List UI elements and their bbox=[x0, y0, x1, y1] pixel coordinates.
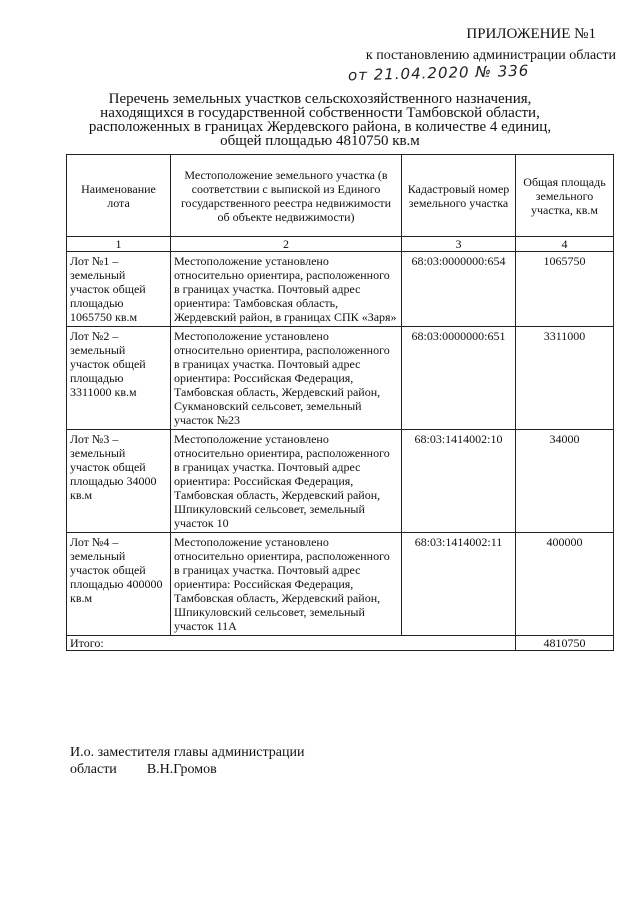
header-lot: Наименование лота bbox=[67, 155, 171, 237]
lot-area: 400000 bbox=[516, 533, 614, 636]
decree-reference: к постановлению администрации области bbox=[365, 48, 616, 63]
land-plots-table bbox=[66, 154, 614, 651]
column-number: 3 bbox=[402, 237, 516, 252]
header-location: Местоположение земельного участка (в соответствии с выпиской из Единого государственного реестра недвижимости об объекте недвижимости) bbox=[171, 155, 402, 237]
signatory-line bbox=[70, 762, 217, 778]
lot-area: 34000 bbox=[516, 430, 614, 533]
lot-name: Лот №4 – земельный участок общей площадью 400000 кв.м bbox=[67, 533, 171, 636]
table-row bbox=[67, 430, 614, 533]
lot-cadastral-number: 68:03:1414002:11 bbox=[402, 533, 516, 636]
column-numbers-row bbox=[67, 237, 614, 252]
table-row bbox=[67, 327, 614, 430]
lot-location: Местоположение установлено относительно ориентира, расположенного в границах участка. Почтовый адрес ориентира: Тамбовская область, Жердевский район, в границах СПК «Заря» bbox=[171, 252, 402, 327]
header-cadastral: Кадастровый номер земельного участка bbox=[402, 155, 516, 237]
title-line: Перечень земельных участков сельскохозяйственного назначения, bbox=[108, 91, 532, 107]
signatory-position-cont: области bbox=[70, 762, 117, 777]
lot-location: Местоположение установлено относительно ориентира, расположенного в границах участка. Почтовый адрес ориентира: Российская Федерация, Тамбовская область, Жердевский район, Шпикуловский сельсовет, земельный участок 11А bbox=[171, 533, 402, 636]
table-header-row bbox=[67, 155, 614, 237]
total-row bbox=[67, 636, 614, 651]
column-number: 4 bbox=[516, 237, 614, 252]
lot-area: 1065750 bbox=[516, 252, 614, 327]
lot-cadastral-number: 68:03:0000000:651 bbox=[402, 327, 516, 430]
handwritten-date-number: от 21.04.2020 № 336 bbox=[347, 61, 530, 85]
signatory-position: И.о. заместителя главы администрации bbox=[70, 745, 305, 760]
column-number: 1 bbox=[67, 237, 171, 252]
total-value: 4810750 bbox=[516, 636, 614, 651]
lot-name: Лот №3 – земельный участок общей площадью 34000 кв.м bbox=[67, 430, 171, 533]
lot-location: Местоположение установлено относительно ориентира, расположенного в границах участка. Почтовый адрес ориентира: Российская Федерация, Тамбовская область, Жердевский район, Шпикуловский сельсовет, земельный участок 10 bbox=[171, 430, 402, 533]
title-line: расположенных в границах Жердевского района, в количестве 4 единиц, bbox=[88, 119, 552, 135]
header-area: Общая площадь земельного участка, кв.м bbox=[516, 155, 614, 237]
document-title bbox=[80, 92, 560, 148]
lot-cadastral-number: 68:03:0000000:654 bbox=[402, 252, 516, 327]
lot-area: 3311000 bbox=[516, 327, 614, 430]
total-label: Итого: bbox=[67, 636, 516, 651]
lot-name: Лот №1 – земельный участок общей площадью 1065750 кв.м bbox=[67, 252, 171, 327]
lot-name: Лот №2 – земельный участок общей площадью 3311000 кв.м bbox=[67, 327, 171, 430]
title-line: общей площадью 4810750 кв.м bbox=[220, 133, 420, 149]
column-number: 2 bbox=[171, 237, 402, 252]
lot-location: Местоположение установлено относительно ориентира, расположенного в границах участка. Почтовый адрес ориентира: Российская Федерация, Тамбовская область, Жердевский район, Сукмановский сельсовет, земельный участок №23 bbox=[171, 327, 402, 430]
title-line: находящихся в государственной собственности Тамбовской области, bbox=[100, 105, 540, 121]
table-row bbox=[67, 252, 614, 327]
table-row bbox=[67, 533, 614, 636]
lot-cadastral-number: 68:03:1414002:10 bbox=[402, 430, 516, 533]
signatory-name: В.Н.Громов bbox=[146, 762, 217, 777]
appendix-title: ПРИЛОЖЕНИЕ №1 bbox=[466, 26, 596, 42]
